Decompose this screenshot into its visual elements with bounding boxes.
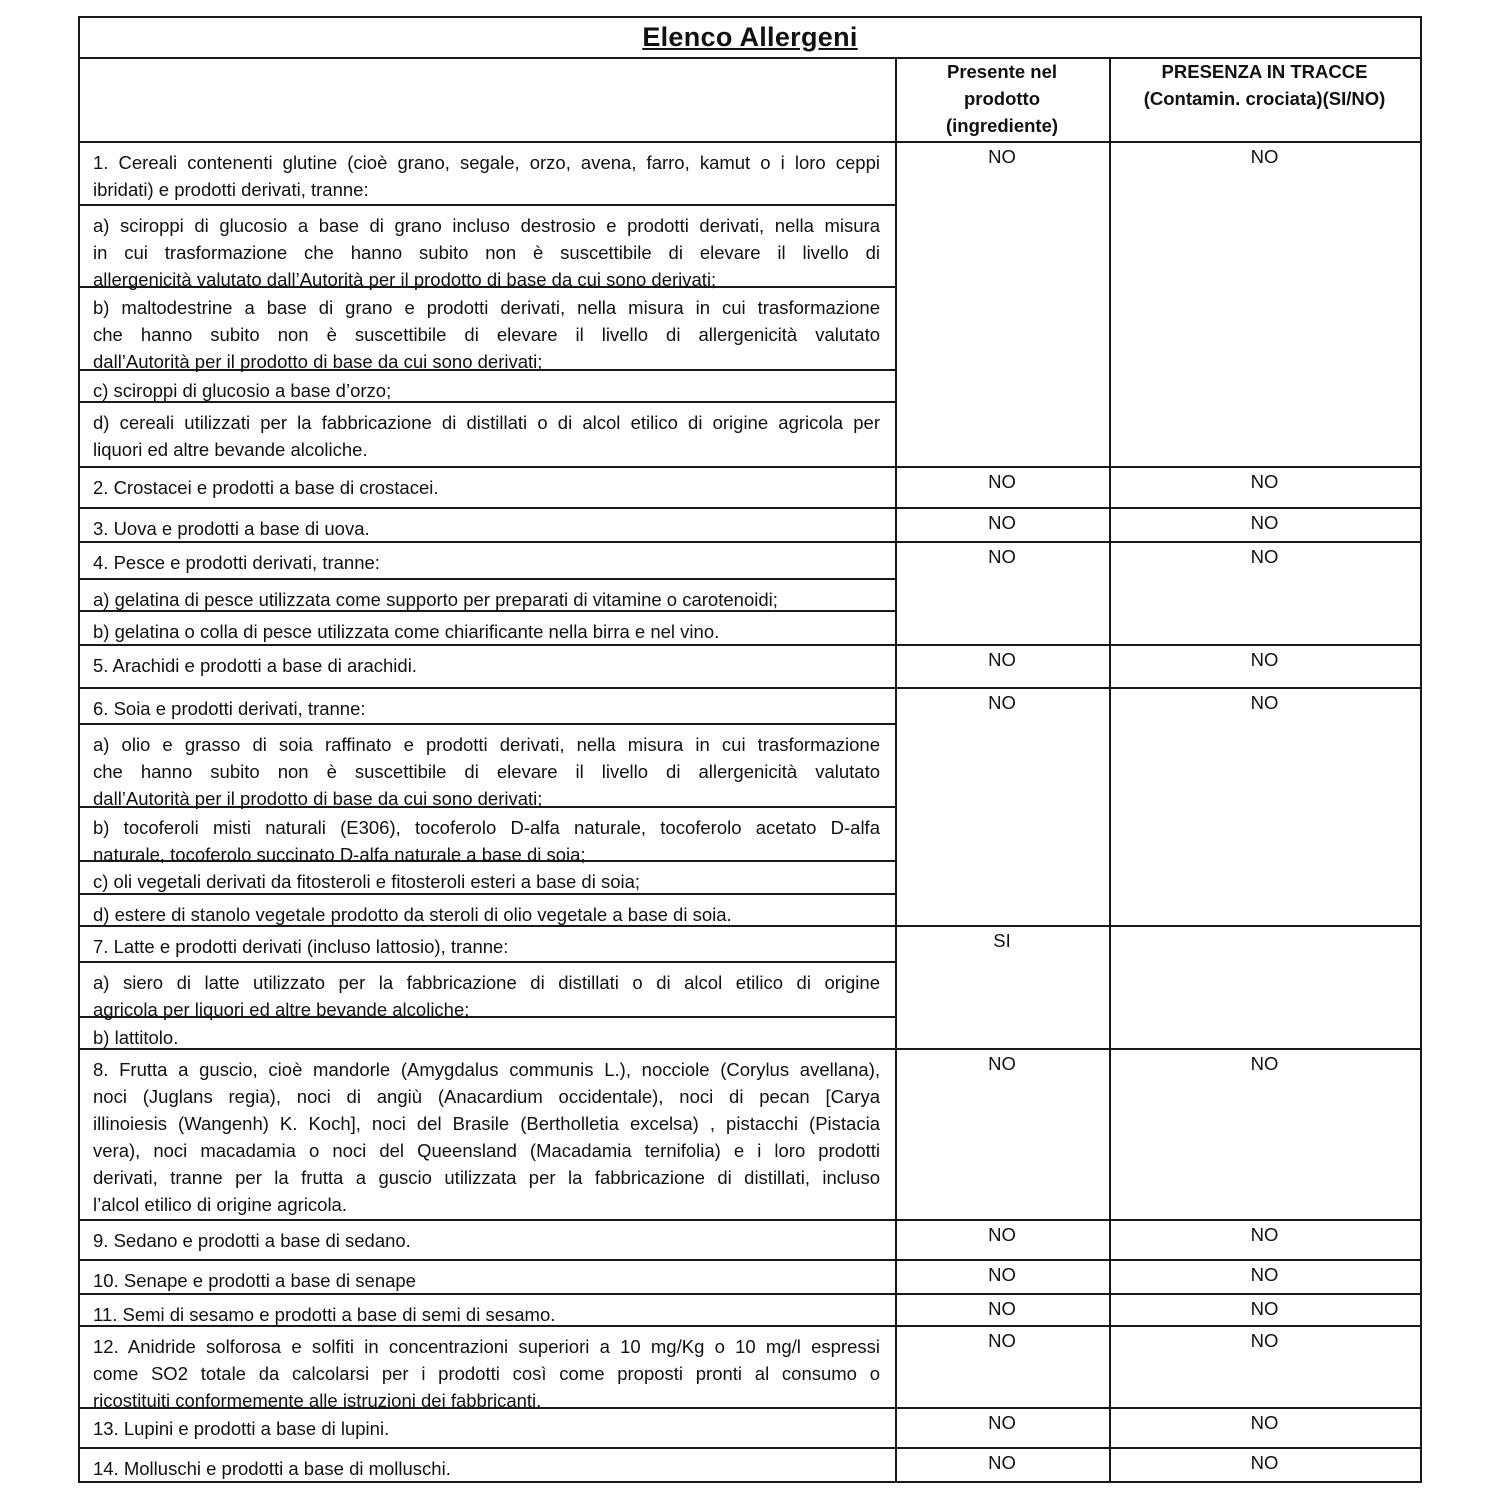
description-line: a) sciroppi di glucosio a base di grano incluso destrosio e prodotti derivati, nella misura — [93, 215, 880, 236]
description-line: b) lattitolo. — [93, 1027, 179, 1048]
description-line: 13. Lupini e prodotti a base di lupini. — [93, 1418, 390, 1439]
allergen-row-description — [93, 212, 880, 293]
allergen-row-description — [93, 515, 880, 542]
description-line: 3. Uova e prodotti a base di uova. — [93, 518, 370, 539]
present-in-product-value: NO — [988, 1412, 1016, 1433]
traces-value: NO — [1250, 1053, 1279, 1074]
description-line: che hanno subito non è suscettibile di elevare il livello di allergenicità valutato — [93, 324, 880, 345]
description-line: naturale, tocoferolo succinato D-alfa naturale a base di soia; — [93, 844, 586, 865]
present-in-product-value: NO — [988, 692, 1016, 713]
description-line: liquori ed altre bevande alcoliche. — [93, 439, 368, 460]
description-line: c) oli vegetali derivati da fitosteroli e fitosteroli esteri a base di soia; — [93, 871, 641, 892]
description-line: 5. Arachidi e prodotti a base di arachidi. — [93, 655, 417, 676]
table-border-top — [78, 16, 1422, 18]
present-in-product-value: NO — [988, 1330, 1016, 1351]
present-in-product-value: NO — [988, 1264, 1016, 1285]
allergen-row-description — [93, 933, 880, 960]
header-presence-in-traces — [1109, 58, 1420, 112]
description-line: a) gelatina di pesce utilizzata come supporto per preparati di vitamine o carotenoidi; — [93, 589, 778, 610]
traces-value: NO — [1250, 546, 1279, 567]
traces-value: NO — [1250, 692, 1279, 713]
description-line: c) sciroppi di glucosio a base d’orzo; — [93, 380, 392, 401]
present-in-product-value: NO — [988, 146, 1016, 167]
description-line: 6. Soia e prodotti derivati, tranne: — [93, 698, 366, 719]
description-line: b) maltodestrine a base di grano e prodotti derivati, nella misura in cui trasformazione — [93, 297, 880, 318]
allergen-row-description — [93, 409, 880, 463]
present-in-product-value: NO — [988, 546, 1016, 567]
traces-value: NO — [1250, 1298, 1279, 1319]
description-line: 8. Frutta a guscio, cioè mandorle (Amygdalus communis L.), nocciole (Corylus avellana), — [93, 1059, 880, 1080]
present-in-product-value: NO — [988, 1298, 1016, 1319]
present-in-product-value: NO — [988, 1224, 1016, 1245]
description-line: dall’Autorità per il prodotto di base da cui sono derivati; — [93, 788, 543, 809]
description-line: illinoiesis (Wangenh) K. Koch], noci del Brasile (Bertholletia excelsa) , pistacchi (Pistacia — [93, 1113, 880, 1134]
description-line: in cui trasformazione che hanno subito non è suscettibile di elevare il livello di — [93, 242, 880, 263]
header-line: (Contamin. crociata)(SI/NO) — [1143, 88, 1386, 109]
traces-value: NO — [1250, 1224, 1279, 1245]
description-line: a) siero di latte utilizzato per la fabbricazione di distillati o di alcol etilico di origine — [93, 972, 880, 993]
allergen-row-description — [93, 1415, 880, 1442]
allergen-row-description — [93, 901, 880, 928]
description-line: d) cereali utilizzati per la fabbricazione di distillati o di alcol etilico di origine agricola per — [93, 412, 880, 433]
description-line: b) tocoferoli misti naturali (E306), tocoferolo D-alfa naturale, tocoferolo acetato D-alfa — [93, 817, 880, 838]
allergen-row-description — [93, 149, 880, 203]
description-line: d) estere di stanolo vegetale prodotto da steroli di olio vegetale a base di soia. — [93, 904, 732, 925]
allergen-row-description — [93, 1455, 880, 1482]
header-present-in-product — [895, 58, 1109, 139]
title-divider — [78, 57, 1422, 59]
description-line: vera), noci macadamia o noci del Queensland (Macadamia ternifolia) e i loro prodotti — [93, 1140, 880, 1161]
row-divider — [78, 578, 897, 580]
traces-value: NO — [1250, 1264, 1279, 1285]
row-divider — [78, 723, 897, 725]
description-line: l’alcol etilico di origine agricola. — [93, 1194, 347, 1215]
allergen-row-description — [93, 549, 880, 576]
description-line: 10. Senape e prodotti a base di senape — [93, 1270, 416, 1291]
present-in-product-value: NO — [988, 649, 1016, 670]
description-line: allergenicità valutato dall’Autorità per il prodotto di base da cui sono derivati; — [93, 269, 717, 290]
description-line: 12. Anidride solforosa e solfiti in concentrazioni superiori a 10 mg/Kg o 10 mg/l espressi — [93, 1336, 880, 1357]
allergen-row-description — [93, 1333, 880, 1414]
present-in-product-value: NO — [988, 1452, 1016, 1473]
traces-value: NO — [1250, 1330, 1279, 1351]
description-line: 11. Semi di sesamo e prodotti a base di semi di sesamo. — [93, 1304, 556, 1325]
allergen-row-description — [93, 377, 880, 404]
traces-value: NO — [1250, 146, 1279, 167]
description-line: 9. Sedano e prodotti a base di sedano. — [93, 1230, 411, 1251]
table-border-right — [1420, 16, 1422, 1483]
header-line: PRESENZA IN TRACCE — [1161, 61, 1368, 82]
description-line: ricostituiti conformemente alle istruzioni dei fabbricanti. — [93, 1390, 542, 1411]
page-title: Elenco Allergeni — [642, 22, 858, 52]
description-line: 4. Pesce e prodotti derivati, tranne: — [93, 552, 380, 573]
allergen-row-description — [93, 586, 880, 613]
allergen-row-description — [93, 652, 880, 679]
table-border-left — [78, 16, 80, 1483]
allergen-row-description — [93, 294, 880, 375]
description-line: noci (Juglans regia), noci di angiù (Anacardium occidentale), noci di pecan [Carya — [93, 1086, 880, 1107]
description-line: che hanno subito non è suscettibile di elevare il livello di allergenicità valutato — [93, 761, 880, 782]
description-line: 7. Latte e prodotti derivati (incluso lattosio), tranne: — [93, 936, 509, 957]
traces-value: NO — [1250, 1412, 1279, 1433]
description-line: derivati, tranne per la frutta a guscio utilizzata per la fabbricazione di distillati, incluso — [93, 1167, 880, 1188]
allergen-row-description — [93, 474, 880, 501]
allergen-row-description — [93, 868, 880, 895]
present-in-product-value: NO — [988, 471, 1016, 492]
allergen-row-description — [93, 814, 880, 868]
description-line: 1. Cereali contenenti glutine (cioè grano, segale, orzo, avena, farro, kamut o i loro ceppi — [93, 152, 880, 173]
row-divider — [78, 961, 897, 963]
present-in-product-value: NO — [988, 512, 1016, 533]
row-divider — [78, 204, 897, 206]
description-line: 2. Crostacei e prodotti a base di crostacei. — [93, 477, 439, 498]
description-line: agricola per liquori ed altre bevande alcoliche; — [93, 999, 470, 1020]
allergen-row-description — [93, 695, 880, 722]
header-line: prodotto — [963, 88, 1041, 109]
allergen-row-description — [93, 618, 880, 645]
traces-value: NO — [1250, 1452, 1279, 1473]
traces-value: NO — [1250, 512, 1279, 533]
allergen-row-description — [93, 1024, 880, 1051]
description-line: ibridati) e prodotti derivati, tranne: — [93, 179, 369, 200]
present-in-product-value: SI — [993, 930, 1011, 951]
header-line: (ingrediente) — [945, 115, 1059, 136]
allergen-row-description — [93, 731, 880, 812]
allergen-row-description — [93, 969, 880, 1023]
allergen-row-description — [93, 1227, 880, 1254]
description-line: b) gelatina o colla di pesce utilizzata come chiarificante nella birra e nel vino. — [93, 621, 720, 642]
allergen-row-description — [93, 1301, 880, 1328]
traces-value: NO — [1250, 649, 1279, 670]
allergen-row-description — [93, 1056, 880, 1218]
description-line: come SO2 totale da calcolarsi per i prodotti così come proposti pronti al consumo o — [93, 1363, 880, 1384]
header-line: Presente nel — [946, 61, 1058, 82]
traces-value: NO — [1250, 471, 1279, 492]
description-line: dall’Autorità per il prodotto di base da cui sono derivati; — [93, 351, 543, 372]
allergen-row-description — [93, 1267, 880, 1294]
description-line: 14. Molluschi e prodotti a base di molluschi. — [93, 1458, 451, 1479]
description-line: a) olio e grasso di soia raffinato e prodotti derivati, nella misura in cui trasformazione — [93, 734, 880, 755]
present-in-product-value: NO — [988, 1053, 1016, 1074]
